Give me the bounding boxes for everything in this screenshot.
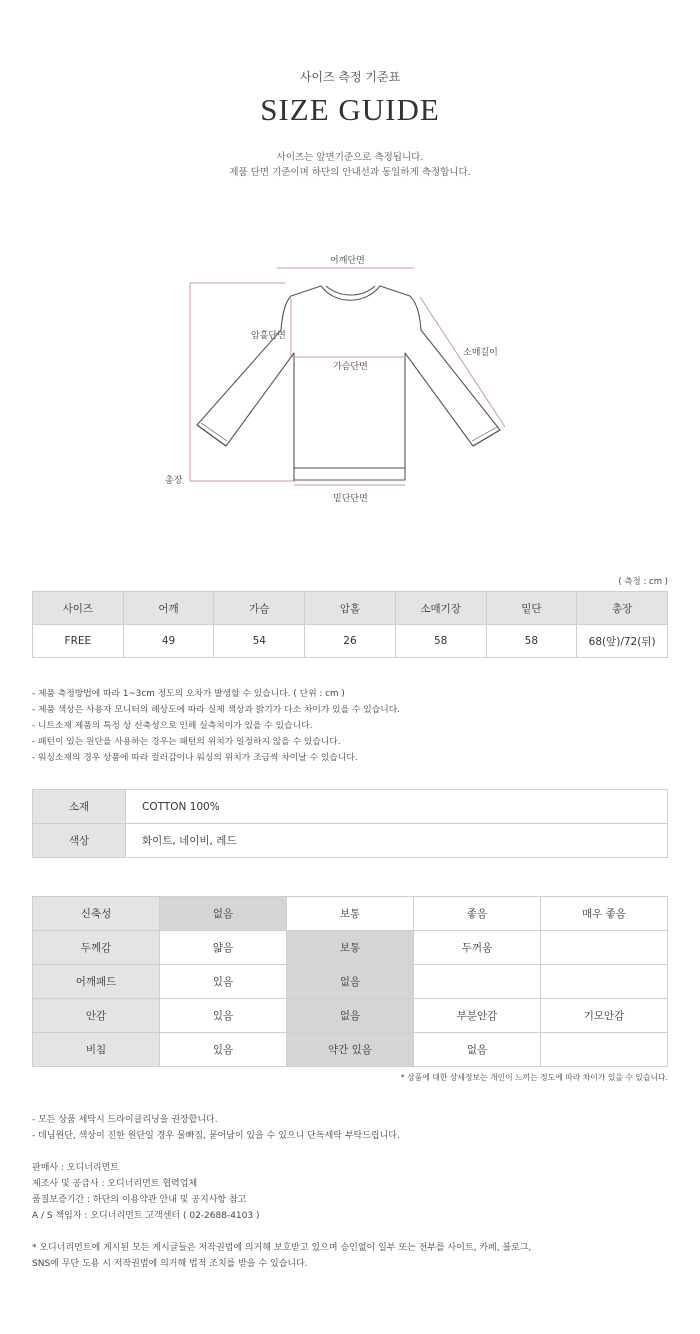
care-notes: [32, 1112, 400, 1144]
color-value: 화이트, 네이비, 레드: [126, 824, 668, 858]
table-cell: 58: [395, 625, 486, 658]
feature-option: 약간 있음: [287, 1033, 414, 1067]
seller-line: 제조사 및 공급사 : 오디너리먼트 협력업체: [32, 1179, 198, 1189]
table-row: [33, 625, 668, 658]
header-cell: 가슴: [214, 592, 305, 625]
chest-label: 가슴단면: [333, 362, 368, 372]
table-row: [33, 931, 668, 965]
header-cell: 사이즈: [33, 592, 124, 625]
note-item: - 니트소재 제품의 특정 상 신축성으로 인해 실측치이가 있을 수 있습니다.: [32, 721, 313, 731]
color-key: 색상: [33, 824, 126, 858]
header-cell: 소매기장: [395, 592, 486, 625]
material-table: [32, 789, 668, 858]
material-value: COTTON 100%: [126, 790, 668, 824]
page-title: SIZE GUIDE: [260, 92, 440, 127]
header-cell: 암홀: [305, 592, 396, 625]
feature-option: 있음: [160, 1033, 287, 1067]
feature-option: 매우 좋음: [541, 897, 668, 931]
table-row: [33, 965, 668, 999]
feature-key: 안감: [33, 999, 160, 1033]
feature-key: 두께감: [33, 931, 160, 965]
subtitle: 사이즈 측정 기준표: [299, 70, 401, 84]
copyright-line: SNS에 무단 도용 시 저작권법에 의거해 법적 조치를 받을 수 있습니다.: [32, 1259, 308, 1269]
copyright-notice: [32, 1240, 531, 1272]
note-item: - 제품 색상은 사용자 모니터의 해상도에 따라 실제 색상과 밝기가 다소 차이가 있을 수 있습니다.: [32, 705, 401, 715]
feature-key: 비침: [33, 1033, 160, 1067]
features-note: * 상품에 대한 상세정보는 개인이 느끼는 정도에 따라 차이가 있을 수 있습니다.: [400, 1073, 668, 1082]
feature-key: 신축성: [33, 897, 160, 931]
feature-option: [414, 965, 541, 999]
feature-option: [541, 965, 668, 999]
seller-line: A / S 책임자 : 오디너리먼트 고객센터 ( 02-2688-4103 ): [32, 1211, 260, 1221]
size-table: [32, 591, 668, 658]
feature-option: 없음: [160, 897, 287, 931]
feature-option: 부분안감: [414, 999, 541, 1033]
seller-info: [32, 1160, 259, 1224]
feature-option: 좋음: [414, 897, 541, 931]
table-cell: 58: [486, 625, 577, 658]
unit-note: ( 측정 : cm ): [618, 577, 668, 587]
header-cell: 어깨: [123, 592, 214, 625]
header-cell: 밑단: [486, 592, 577, 625]
size-table-header: [33, 592, 668, 625]
care-item: - 데님원단, 색상이 진한 원단일 경우 물빠짐, 묻어남이 있을 수 있으니 단독세탁 부탁드립니다.: [32, 1131, 400, 1141]
hem-label: 밑단단면: [333, 494, 368, 504]
feature-option: [541, 1033, 668, 1067]
feature-option: 얇음: [160, 931, 287, 965]
description-line-1: 사이즈는 앞면기준으로 측정됩니다.: [276, 152, 424, 163]
feature-option: 있음: [160, 965, 287, 999]
measurement-notes: [32, 686, 400, 766]
header-cell: 총장: [577, 592, 668, 625]
material-key: 소재: [33, 790, 126, 824]
seller-line: 판매사 : 오디너리먼트: [32, 1163, 120, 1173]
care-item: - 모든 상품 세탁시 드라이클리닝을 권장합니다.: [32, 1115, 218, 1125]
sleeve-label: 소매길이: [463, 348, 498, 358]
table-cell: FREE: [33, 625, 124, 658]
feature-option: 없음: [414, 1033, 541, 1067]
feature-option: 기모안감: [541, 999, 668, 1033]
note-item: - 패턴이 있는 원단을 사용하는 경우는 패턴의 위치가 일정하지 않을 수 있습니다.: [32, 737, 341, 747]
feature-option: 두꺼움: [414, 931, 541, 965]
sweatshirt-illustration: [160, 250, 540, 510]
length-label: 총장: [165, 476, 183, 486]
seller-line: 품질보증기간 : 하단의 이용약관 안내 및 공지사항 참고: [32, 1195, 247, 1205]
table-cell: 26: [305, 625, 396, 658]
table-row: [33, 999, 668, 1033]
table-row: [33, 1033, 668, 1067]
feature-option: 보통: [287, 897, 414, 931]
feature-option: 없음: [287, 999, 414, 1033]
note-item: - 제품 측정방법에 따라 1~3cm 정도의 오차가 발생할 수 있습니다. ( 단위 : cm ): [32, 689, 345, 699]
shoulder-label: 어깨단면: [330, 256, 365, 266]
note-item: - 워싱소재의 경우 상품에 따라 컬러감이나 워싱의 위치가 조금씩 차이날 수 있습니다.: [32, 753, 358, 763]
features-table: [32, 896, 668, 1067]
armhole-label: 암홀단면: [251, 331, 286, 341]
feature-key: 어깨패드: [33, 965, 160, 999]
description-line-2: 제품 단면 기준이며 하단의 안내선과 동일하게 측정합니다.: [229, 167, 471, 178]
feature-option: [541, 931, 668, 965]
table-cell: 54: [214, 625, 305, 658]
table-row: [33, 897, 668, 931]
table-cell: 49: [123, 625, 214, 658]
feature-option: 없음: [287, 965, 414, 999]
garment-diagram: [160, 250, 540, 510]
feature-option: 보통: [287, 931, 414, 965]
table-cell: 68(앞)/72(뒤): [577, 625, 668, 658]
table-row: [33, 824, 668, 858]
copyright-line: * 오디너리먼트에 게시된 모든 게시글들은 저작권법에 의거해 보호받고 있으며 승인없이 일부 또는 전부를 사이트, 카페, 블로그,: [32, 1243, 532, 1253]
table-row: [33, 790, 668, 824]
feature-option: 있음: [160, 999, 287, 1033]
